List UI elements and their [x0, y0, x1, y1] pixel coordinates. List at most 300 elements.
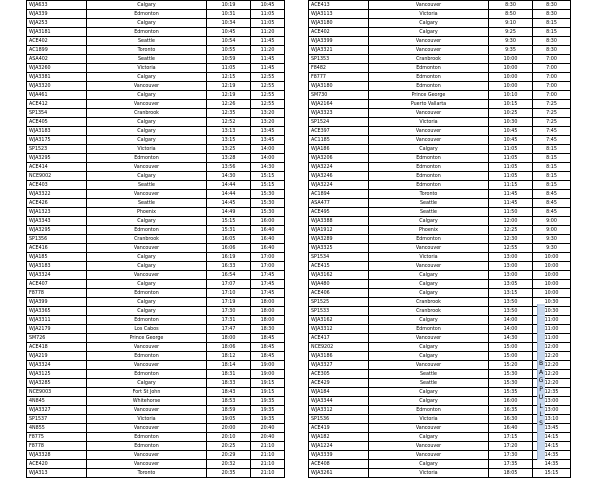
time-cell: 13:05 [489, 280, 533, 289]
time-cell: 13:00 [489, 253, 533, 262]
flight-number-cell: SP1525 [309, 298, 369, 307]
time-cell: 12:52 [207, 118, 251, 127]
time-cell: 21:10 [251, 451, 285, 460]
flight-number-cell: WJA3224 [309, 163, 369, 172]
city-cell: Calgary [369, 343, 489, 352]
city-cell: Edmonton [369, 172, 489, 181]
city-cell: Calgary [87, 298, 207, 307]
city-cell: Seattle [87, 181, 207, 190]
table-row [309, 361, 571, 370]
city-cell: Vancouver [87, 361, 207, 370]
table-row [27, 235, 285, 244]
city-cell: Calgary [369, 271, 489, 280]
flight-number-cell: ACE405 [27, 118, 87, 127]
time-cell: 15:15 [251, 181, 285, 190]
time-cell: 12:15 [207, 73, 251, 82]
time-cell: 11:05 [489, 145, 533, 154]
time-cell: 10:30 [533, 307, 571, 316]
time-cell: 12:20 [533, 352, 571, 361]
table-row [309, 226, 571, 235]
time-cell: 16:40 [251, 235, 285, 244]
table-row [27, 370, 285, 379]
time-cell: 14:00 [251, 154, 285, 163]
city-cell: Victoria [87, 415, 207, 424]
flight-number-cell: ACE402 [309, 28, 369, 37]
table-row [27, 64, 285, 73]
time-cell: 12:55 [251, 73, 285, 82]
table-row [27, 388, 285, 397]
time-cell: 15:30 [251, 199, 285, 208]
flight-number-cell: WJA2179 [27, 325, 87, 334]
time-cell: 13:45 [533, 424, 571, 433]
time-cell: 17:00 [251, 262, 285, 271]
city-cell: Calgary [369, 352, 489, 361]
table-row [309, 469, 571, 478]
time-cell: 11:05 [251, 10, 285, 19]
table-row [27, 226, 285, 235]
table-row [27, 19, 285, 28]
flight-number-cell: WJA182 [309, 433, 369, 442]
time-cell: 11:05 [207, 64, 251, 73]
time-cell: 20:10 [207, 433, 251, 442]
city-cell: Seattle [87, 55, 207, 64]
time-cell: 13:00 [489, 271, 533, 280]
city-cell: Seattle [87, 37, 207, 46]
table-row [27, 136, 285, 145]
city-cell: Vancouver [87, 100, 207, 109]
time-cell: 10:25 [489, 109, 533, 118]
city-cell: Seattle [369, 199, 489, 208]
time-cell: 18:31 [207, 370, 251, 379]
city-cell: Victoria [369, 118, 489, 127]
time-cell: 12:20 [533, 370, 571, 379]
time-cell: 16:30 [489, 415, 533, 424]
flight-number-cell: WJA3162 [309, 316, 369, 325]
flight-number-cell: WJA480 [309, 280, 369, 289]
time-cell: 10:10 [489, 91, 533, 100]
city-cell: Calgary [87, 136, 207, 145]
flight-number-cell: WJA3224 [309, 181, 369, 190]
table-row [309, 343, 571, 352]
flight-number-cell: 4N855 [27, 424, 87, 433]
time-cell: 12:35 [533, 388, 571, 397]
time-cell: 17:00 [251, 253, 285, 262]
flight-number-cell: NCE9003 [27, 388, 87, 397]
time-cell: 8:15 [533, 28, 571, 37]
time-cell: 7:25 [533, 118, 571, 127]
table-row [27, 307, 285, 316]
flight-number-cell: WJA3125 [27, 370, 87, 379]
city-cell: Vancouver [87, 163, 207, 172]
flight-number-cell: SP1353 [309, 55, 369, 64]
city-cell: Victoria [369, 10, 489, 19]
time-cell: 13:56 [207, 163, 251, 172]
city-cell: Calgary [87, 217, 207, 226]
time-cell: 12:55 [251, 100, 285, 109]
time-cell: 11:45 [251, 55, 285, 64]
flight-number-cell: AC1899 [27, 46, 87, 55]
flight-number-cell: WJA3399 [309, 37, 369, 46]
flight-number-cell: NCE9002 [27, 172, 87, 181]
flight-number-cell: WJA3381 [27, 73, 87, 82]
table-row [27, 424, 285, 433]
time-cell: 9:30 [533, 244, 571, 253]
table-row [309, 271, 571, 280]
table-row [27, 280, 285, 289]
table-row [309, 244, 571, 253]
city-cell: Vancouver [369, 334, 489, 343]
city-cell: Calgary [369, 316, 489, 325]
table-row [309, 298, 571, 307]
table-row [27, 163, 285, 172]
time-cell: 20:29 [207, 451, 251, 460]
time-cell: 17:10 [207, 289, 251, 298]
time-cell: 18:59 [207, 406, 251, 415]
time-cell: 18:00 [207, 334, 251, 343]
table-row [309, 262, 571, 271]
city-cell: Edmonton [369, 154, 489, 163]
flight-number-cell: WJA461 [27, 91, 87, 100]
city-cell: Vancouver [369, 46, 489, 55]
time-cell: 15:15 [251, 172, 285, 181]
time-cell: 14:44 [207, 181, 251, 190]
city-cell: Seattle [369, 379, 489, 388]
time-cell: 13:00 [533, 397, 571, 406]
city-cell: Seattle [369, 208, 489, 217]
time-cell: 20:35 [207, 469, 251, 478]
city-cell: Victoria [369, 415, 489, 424]
table-row [27, 253, 285, 262]
table-row [309, 460, 571, 469]
time-cell: 10:45 [207, 28, 251, 37]
flight-number-cell: WJA2164 [309, 100, 369, 109]
time-cell: 15:31 [207, 226, 251, 235]
flight-number-cell: 4N845 [27, 397, 87, 406]
time-cell: 10:00 [489, 73, 533, 82]
time-cell: 11:45 [489, 190, 533, 199]
flight-number-cell: SP1534 [309, 253, 369, 262]
time-cell: 8:30 [533, 1, 571, 10]
table-row [309, 55, 571, 64]
table-row [309, 325, 571, 334]
time-cell: 14:30 [207, 172, 251, 181]
city-cell: Victoria [369, 469, 489, 478]
city-cell: Edmonton [87, 154, 207, 163]
flight-number-cell: ACE419 [309, 424, 369, 433]
city-cell: Cranbrook [87, 109, 207, 118]
time-cell: 10:00 [489, 55, 533, 64]
city-cell: Edmonton [369, 163, 489, 172]
table-row [309, 370, 571, 379]
flight-number-cell: WJA313 [27, 469, 87, 478]
time-cell: 9:35 [489, 46, 533, 55]
city-cell: Calgary [87, 307, 207, 316]
city-cell: Victoria [87, 145, 207, 154]
time-cell: 13:20 [251, 118, 285, 127]
time-cell: 8:30 [533, 37, 571, 46]
city-cell: Calgary [87, 118, 207, 127]
flight-number-cell: ACE418 [27, 343, 87, 352]
city-cell: Vancouver [87, 406, 207, 415]
city-cell: Vancouver [369, 442, 489, 451]
time-cell: 18:00 [251, 307, 285, 316]
flight-number-cell: ASA402 [27, 55, 87, 64]
time-cell: 13:50 [489, 307, 533, 316]
flight-number-cell: WJA3324 [27, 271, 87, 280]
table-row [309, 415, 571, 424]
table-row [27, 334, 285, 343]
table-row [309, 379, 571, 388]
time-cell: 12:20 [533, 379, 571, 388]
time-cell: 10:00 [533, 262, 571, 271]
table-row [27, 379, 285, 388]
city-cell: Vancouver [369, 127, 489, 136]
time-cell: 11:15 [489, 181, 533, 190]
time-cell: 15:20 [489, 361, 533, 370]
time-cell: 8:45 [533, 199, 571, 208]
time-cell: 18:30 [251, 325, 285, 334]
city-cell: Edmonton [87, 10, 207, 19]
time-cell: 11:50 [489, 208, 533, 217]
city-cell: Vancouver [87, 190, 207, 199]
table-row [309, 235, 571, 244]
city-cell: Toronto [87, 46, 207, 55]
time-cell: 13:10 [533, 415, 571, 424]
table-row [27, 172, 285, 181]
city-cell: Vancouver [87, 244, 207, 253]
time-cell: 8:50 [489, 10, 533, 19]
flight-number-cell: WJA3325 [309, 244, 369, 253]
city-cell: Cranbrook [369, 55, 489, 64]
city-cell: Prince George [87, 334, 207, 343]
time-cell: 20:40 [251, 433, 285, 442]
city-cell: Vancouver [369, 451, 489, 460]
time-cell: 16:35 [489, 406, 533, 415]
time-cell: 10:45 [489, 127, 533, 136]
flight-number-cell: WJA219 [27, 352, 87, 361]
table-row [27, 46, 285, 55]
flight-number-cell: WJA3339 [309, 451, 369, 460]
time-cell: 13:15 [207, 136, 251, 145]
flight-number-cell: WJA3175 [27, 136, 87, 145]
time-cell: 11:45 [251, 37, 285, 46]
city-cell: Puerto Vallarta [369, 100, 489, 109]
flight-number-cell: SP1537 [27, 415, 87, 424]
table-row [309, 253, 571, 262]
flight-number-cell: WJA633 [27, 1, 87, 10]
table-row [27, 469, 285, 478]
time-cell: 16:40 [251, 244, 285, 253]
city-cell: Calgary [369, 397, 489, 406]
table-row [309, 100, 571, 109]
time-cell: 17:19 [207, 298, 251, 307]
flight-number-cell: ACE403 [27, 181, 87, 190]
time-cell: 17:45 [251, 289, 285, 298]
city-cell: Vancouver [369, 37, 489, 46]
time-cell: 17:47 [207, 325, 251, 334]
left-schedule-body [27, 1, 285, 478]
flight-number-cell: WJA3260 [27, 64, 87, 73]
time-cell: 14:00 [489, 325, 533, 334]
flight-number-cell: WJA1323 [27, 208, 87, 217]
time-cell: 14:00 [251, 145, 285, 154]
city-cell: Vancouver [87, 82, 207, 91]
table-row [27, 406, 285, 415]
table-row [309, 82, 571, 91]
time-cell: 12:55 [489, 244, 533, 253]
flight-number-cell: F8777 [309, 73, 369, 82]
time-cell: 20:25 [207, 442, 251, 451]
right-schedule-table [308, 0, 571, 478]
table-row [309, 46, 571, 55]
time-cell: 10:00 [489, 82, 533, 91]
city-cell: Cranbrook [369, 307, 489, 316]
time-cell: 19:35 [251, 406, 285, 415]
city-cell: Edmonton [87, 226, 207, 235]
time-cell: 10:34 [207, 19, 251, 28]
flight-number-cell: SP1533 [309, 307, 369, 316]
time-cell: 12:55 [251, 82, 285, 91]
table-row [27, 82, 285, 91]
flight-number-cell: WJA3181 [27, 28, 87, 37]
city-cell: Phoenix [87, 208, 207, 217]
flight-number-cell: ACE413 [309, 1, 369, 10]
city-cell: Calgary [87, 1, 207, 10]
table-row [309, 172, 571, 181]
time-cell: 15:35 [489, 388, 533, 397]
city-cell: Calgary [87, 73, 207, 82]
time-cell: 8:15 [533, 145, 571, 154]
table-row [27, 397, 285, 406]
table-row [309, 442, 571, 451]
flight-number-cell: F8482 [309, 64, 369, 73]
city-cell: Calgary [87, 127, 207, 136]
city-cell: Calgary [369, 289, 489, 298]
table-row [309, 307, 571, 316]
time-cell: 17:20 [489, 442, 533, 451]
time-cell: 16:00 [489, 397, 533, 406]
flight-number-cell: SP1536 [309, 415, 369, 424]
time-cell: 7:25 [533, 109, 571, 118]
table-row [27, 451, 285, 460]
table-row [27, 208, 285, 217]
city-cell: Edmonton [369, 73, 489, 82]
table-row [309, 352, 571, 361]
left-schedule-table [26, 0, 285, 478]
table-row [309, 19, 571, 28]
table-row [309, 190, 571, 199]
time-cell: 10:30 [489, 118, 533, 127]
table-row [27, 415, 285, 424]
city-cell: Edmonton [87, 370, 207, 379]
time-cell: 12:00 [533, 343, 571, 352]
city-cell: Edmonton [369, 406, 489, 415]
time-cell: 16:40 [251, 226, 285, 235]
table-row [27, 298, 285, 307]
flight-number-cell: WJA339 [27, 10, 87, 19]
flight-number-cell: WJA3289 [309, 235, 369, 244]
table-row [309, 10, 571, 19]
flight-number-cell: WJA3344 [309, 397, 369, 406]
city-cell: Calgary [87, 262, 207, 271]
time-cell: 8:15 [533, 163, 571, 172]
table-row [27, 73, 285, 82]
flight-number-cell: ACE495 [309, 208, 369, 217]
right-schedule-body [309, 1, 571, 478]
city-cell: Vancouver [369, 424, 489, 433]
table-row [309, 199, 571, 208]
time-cell: 15:15 [533, 469, 571, 478]
flight-number-cell: WJA3295 [27, 226, 87, 235]
city-cell: Calgary [369, 460, 489, 469]
time-cell: 17:31 [207, 316, 251, 325]
time-cell: 19:35 [251, 415, 285, 424]
flight-number-cell: SP1354 [27, 109, 87, 118]
time-cell: 7:00 [533, 55, 571, 64]
time-cell: 10:54 [207, 37, 251, 46]
time-cell: 9:10 [489, 19, 533, 28]
time-cell: 8:30 [533, 46, 571, 55]
flight-number-cell: WJA3322 [27, 190, 87, 199]
table-row [309, 28, 571, 37]
city-cell: Toronto [369, 190, 489, 199]
table-row [309, 1, 571, 10]
table-row [309, 136, 571, 145]
city-cell: Calgary [369, 28, 489, 37]
time-cell: 14:35 [533, 451, 571, 460]
table-row [309, 37, 571, 46]
flight-number-cell: WJA3311 [27, 316, 87, 325]
time-cell: 14:30 [251, 163, 285, 172]
flight-number-cell: WJA1224 [309, 442, 369, 451]
time-cell: 12:35 [207, 109, 251, 118]
table-row [27, 460, 285, 469]
city-cell: Calgary [369, 280, 489, 289]
table-row [27, 433, 285, 442]
city-cell: Calgary [87, 91, 207, 100]
table-row [27, 217, 285, 226]
time-cell: 20:00 [207, 424, 251, 433]
time-cell: 8:15 [533, 181, 571, 190]
time-cell: 8:15 [533, 154, 571, 163]
time-cell: 18:06 [207, 343, 251, 352]
time-cell: 10:00 [533, 253, 571, 262]
city-cell: Seattle [369, 370, 489, 379]
table-row [27, 109, 285, 118]
flight-number-cell: WJA3162 [309, 271, 369, 280]
table-row [27, 127, 285, 136]
city-cell: Toronto [87, 469, 207, 478]
table-row [309, 451, 571, 460]
time-cell: 17:30 [489, 451, 533, 460]
time-cell: 14:30 [489, 334, 533, 343]
time-cell: 7:00 [533, 73, 571, 82]
time-cell: 17:15 [489, 433, 533, 442]
city-cell: Vancouver [87, 451, 207, 460]
flight-number-cell: SP1356 [27, 235, 87, 244]
time-cell: 18:00 [251, 298, 285, 307]
flight-number-cell: F8775 [27, 433, 87, 442]
city-cell: Victoria [369, 253, 489, 262]
time-cell: 11:20 [251, 46, 285, 55]
time-cell: 7:25 [533, 100, 571, 109]
table-row [27, 271, 285, 280]
time-cell: 19:00 [251, 361, 285, 370]
city-cell: Calgary [87, 253, 207, 262]
flight-number-cell: SP1524 [309, 118, 369, 127]
flight-number-cell: WJA185 [27, 253, 87, 262]
table-row [27, 118, 285, 127]
